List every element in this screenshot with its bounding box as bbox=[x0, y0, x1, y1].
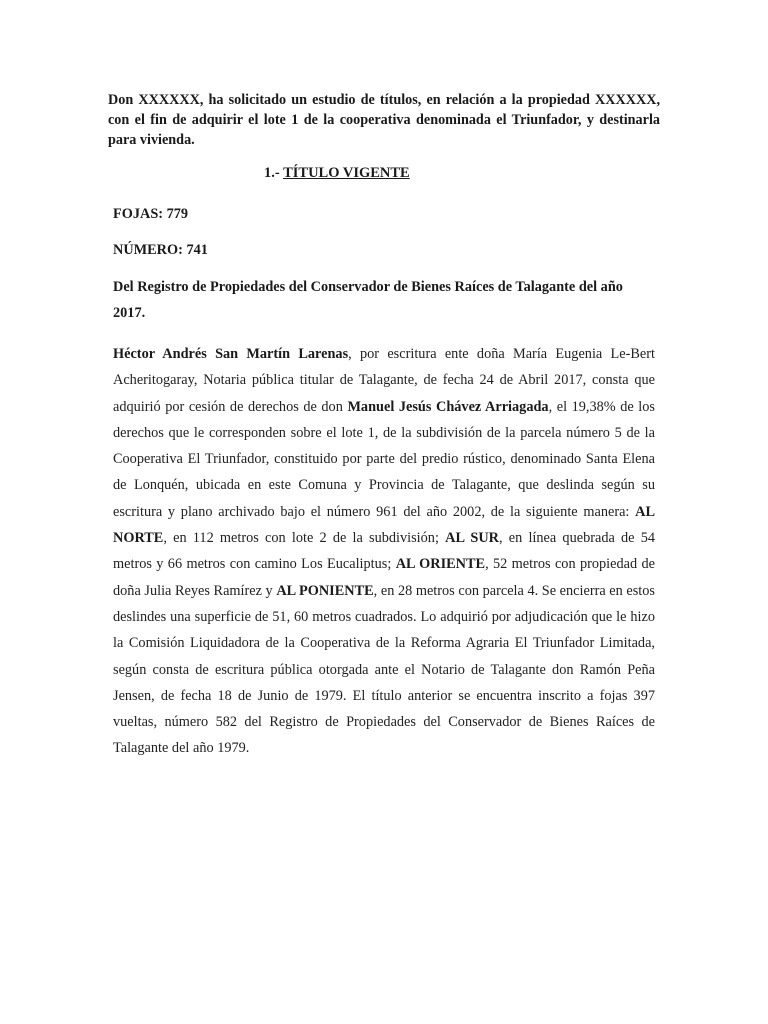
body-text-segment-5: , 52 metros con propiedad de doña Julia Reyes Ramírez y bbox=[113, 556, 655, 599]
body-text-segment-3: , en 112 metros con lote 2 de la subdivisión; bbox=[163, 530, 446, 547]
boundary-south-label: AL SUR bbox=[445, 530, 499, 547]
body-text-segment-6: , en 28 metros con parcela 4. Se encierra en estos deslindes una superficie de 51, 60 metros cuadrados. Lo adquirió por adjudicación que le hizo la Comisión Liquidadora de la Cooperativa de la Reforma Agraria El Triunfador Limitada, según consta de escritura pública otorgada ante el Notario de Talagante don Ramón Peña Jensen, de fecha 18 de Junio de 1979. El título anterior se encuentra inscrito a fojas 397 vueltas, número 582 del Registro de Propiedades del Conservador de Bienes Raíces de Talagante del año 1979. bbox=[113, 582, 655, 757]
boundary-west-label: AL PONIENTE bbox=[276, 582, 374, 599]
section-title: TÍTULO VIGENTE bbox=[283, 165, 410, 181]
body-text-segment-1: , por escritura ente doña María Eugenia Le-Bert Acheritogaray, Notaria pública titular de Talagante, de fecha 24 de Abril 2017, consta que adquirió por cesión de derechos de don bbox=[113, 346, 655, 415]
numero-field: NÚMERO: 741 bbox=[113, 242, 208, 258]
seller-name: Manuel Jesús Chávez Arriagada bbox=[347, 398, 549, 415]
boundary-north-label: AL NORTE bbox=[113, 503, 655, 547]
intro-paragraph: Don XXXXXX, ha solicitado un estudio de títulos, en relación a la propiedad XXXXXX, con el fin de adquirir el lote 1 de la cooperativa denominada el Triunfador, y destinarla para vivienda. bbox=[108, 92, 660, 148]
title-body-paragraph bbox=[113, 341, 655, 762]
section-number: 1.- bbox=[264, 165, 284, 181]
body-text-segment-4: , en línea quebrada de 54 metros y 66 metros con camino Los Eucaliptus; bbox=[113, 530, 656, 573]
registro-heading: Del Registro de Propiedades del Conservador de Bienes Raíces de Talagante del año 2017. bbox=[113, 279, 623, 321]
boundary-east-label: AL ORIENTE bbox=[395, 556, 486, 573]
owner-name: Héctor Andrés San Martín Larenas bbox=[113, 346, 349, 362]
body-text-segment-2: , el 19,38% de los derechos que le corresponden sobre el lote 1, de la subdivisión de la parcela número 5 de la Cooperativa El Triunfador, constituido por parte del predio rústico, denominado Santa Elena de Lonquén, ubicada en este Comuna y Provincia de Talagante, que deslinda según su escritura y plano archivado bajo el número 961 del año 2002, de la siguiente manera: bbox=[113, 398, 655, 520]
section-heading bbox=[264, 163, 410, 183]
fojas-field: FOJAS: 779 bbox=[113, 206, 189, 222]
